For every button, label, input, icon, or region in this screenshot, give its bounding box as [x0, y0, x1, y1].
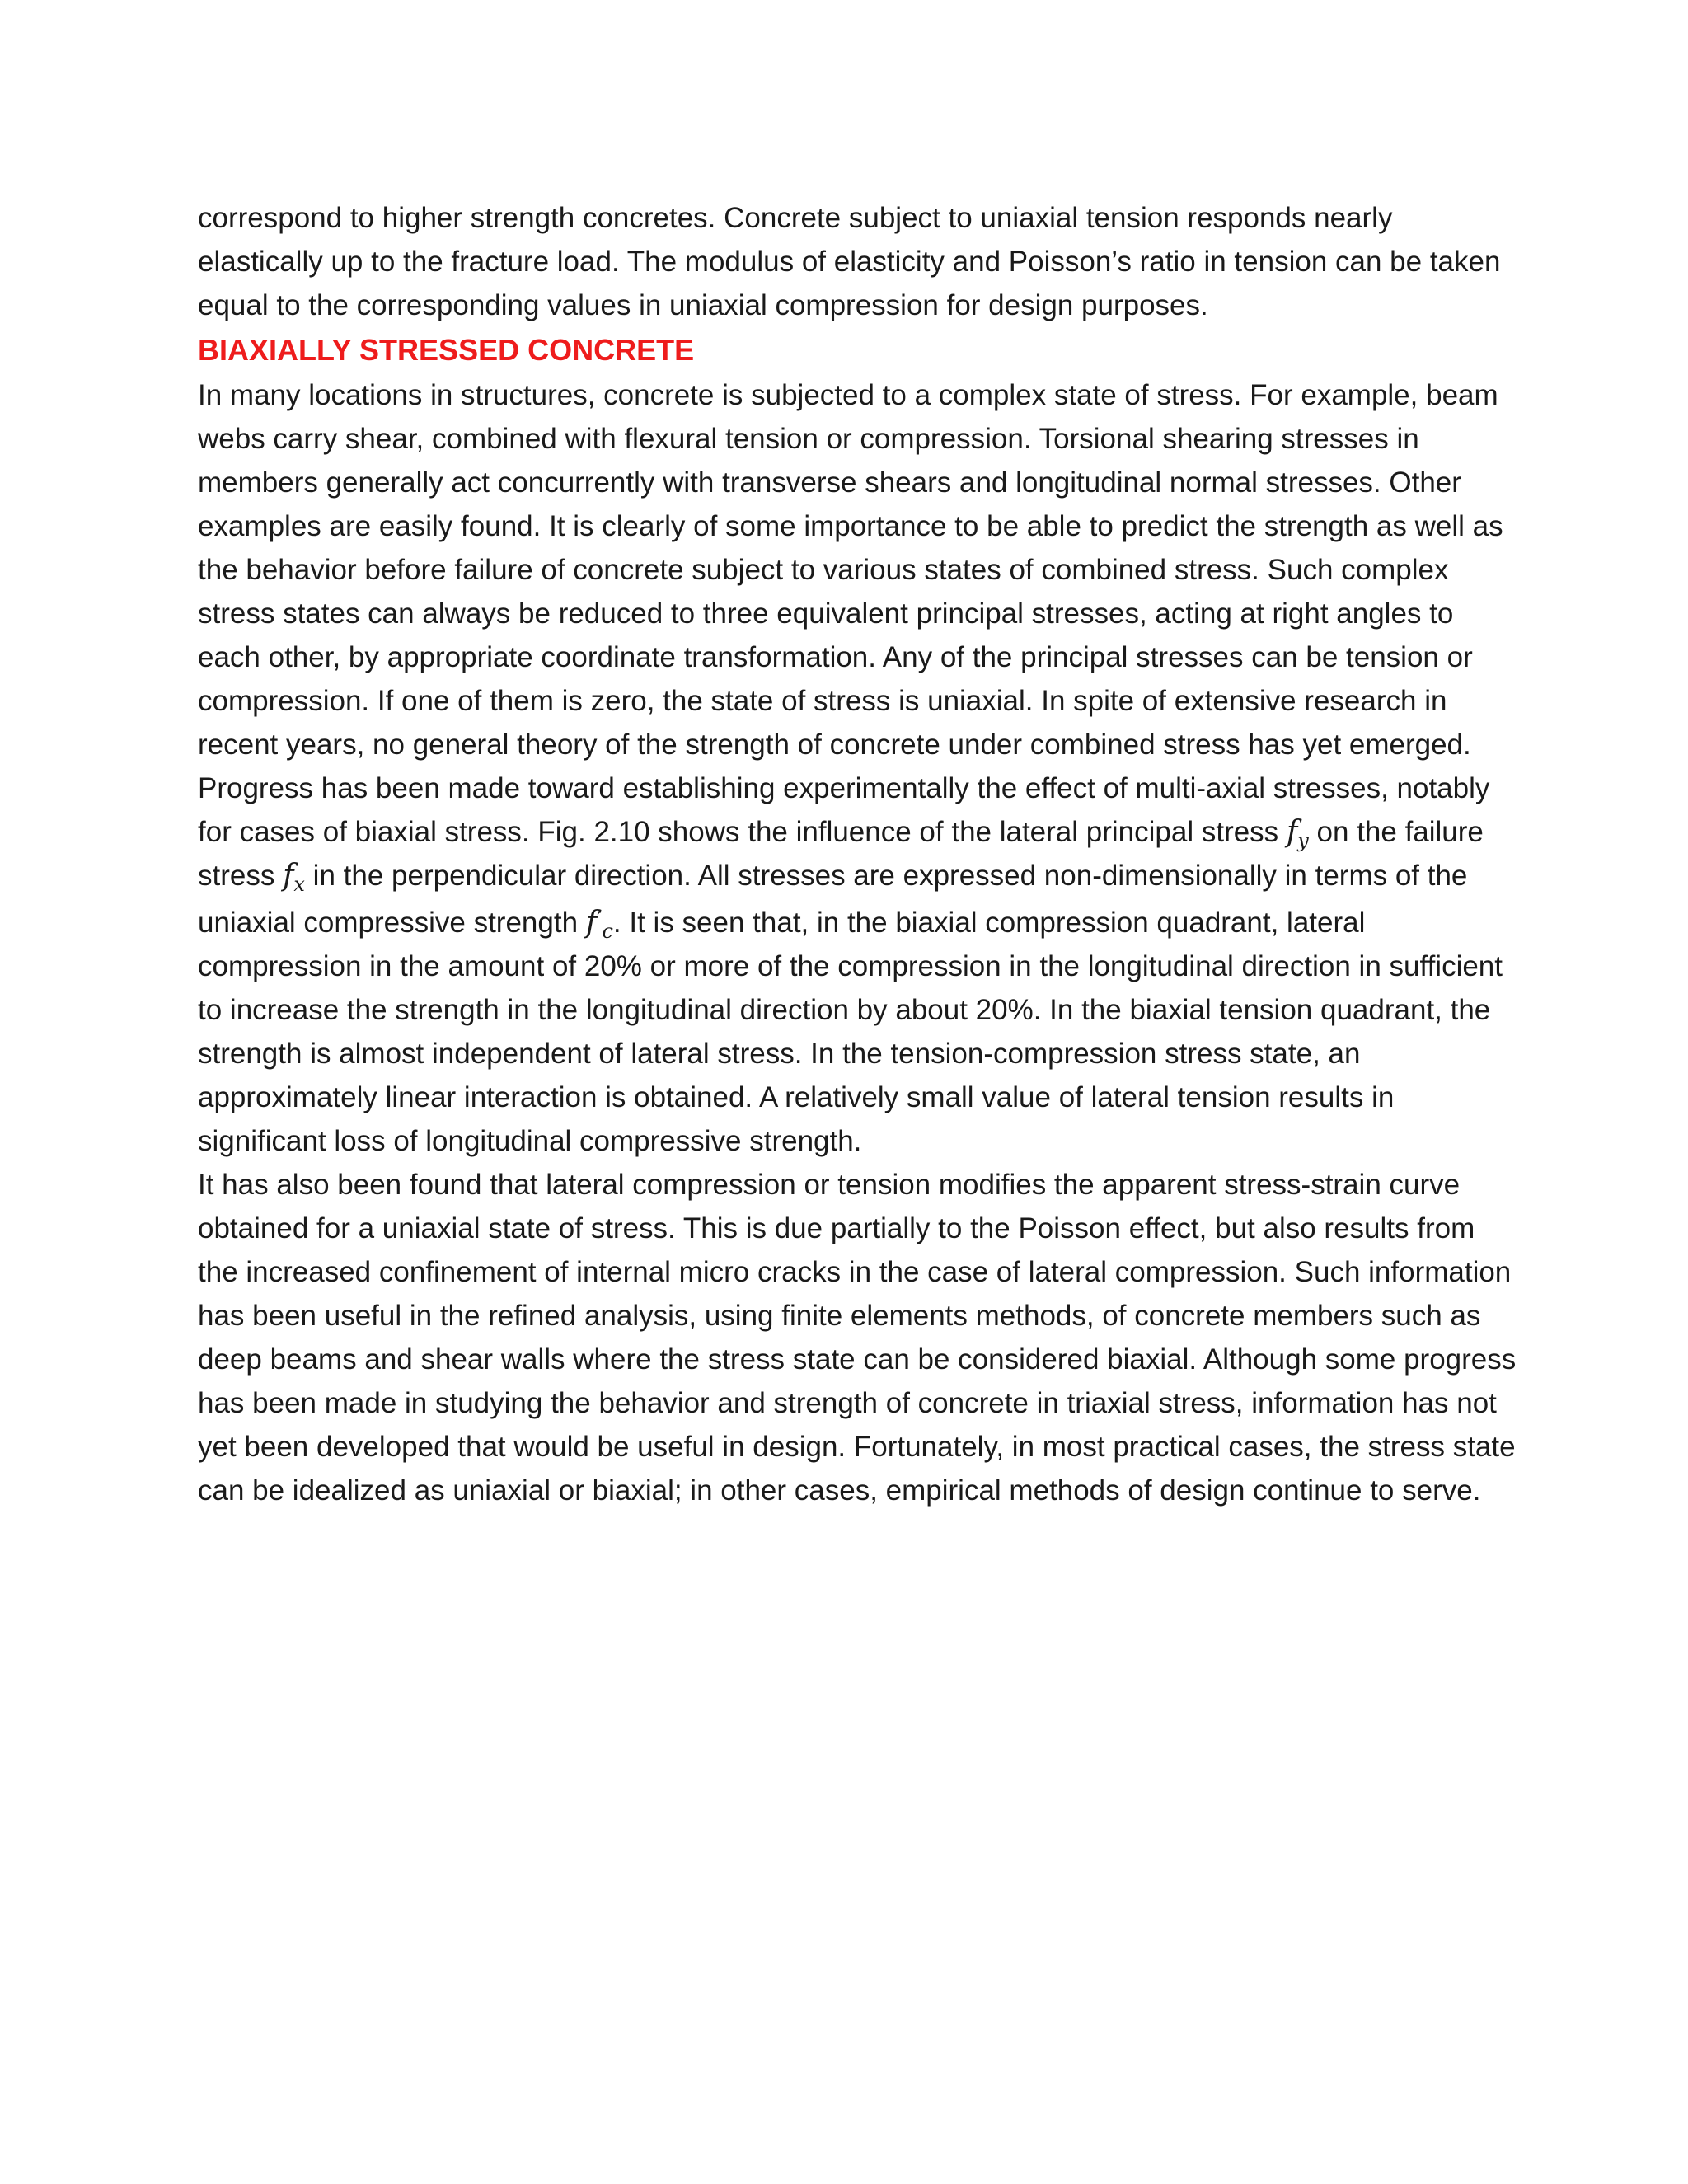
paragraph-biaxial — [198, 373, 1517, 1163]
math-fy-base: f — [1286, 815, 1298, 849]
math-fy-subscript: y — [1297, 829, 1309, 852]
document-page — [198, 196, 1517, 1512]
paragraph-intro: correspond to higher strength concretes. Concrete subject to uniaxial tension responds nearly elastically up to the fracture load. The modulus of elasticity and Poisson’s ratio in tension can be taken equal to the corresponding values in uniaxial compression for design purposes. — [198, 202, 1501, 321]
math-fc-base: f — [585, 906, 598, 940]
paragraph-biaxial-text-1: In many locations in structures, concrete is subjected to a complex state of stress. For example, beam webs carry shear, combined with flexural tension or compression. Torsional shearing stresses in members generally act concurrently with transverse shears and longitudinal normal stresses. Other examples are easily found. It is clearly of some importance to be able to predict the strength as well as the behavior before failure of concrete subject to various states of combined stress. Such complex stress states can always be reduced to three equivalent principal stresses, acting at right angles to each other, by appropriate coordinate transformation. Any of the principal stresses can be tension or compression. If one of them is zero, the state of stress is uniaxial. In spite of extensive research in recent years, no general theory of the strength of concrete under combined stress has yet emerged. Progress has been made toward establishing experimentally the effect of multi-axial stresses, notably for cases of biaxial stress. Fig. 2.10 shows the influence of the lateral principal stress — [198, 379, 1503, 848]
paragraph-biaxial-text-2: on the failure stress — [198, 816, 1484, 892]
math-fc — [585, 906, 613, 943]
paragraph-stress-strain: It has also been found that lateral compression or tension modifies the apparent stress-strain curve obtained for a uniaxial state of stress. This is due partially to the Poisson effect, but also results from the increased confinement of internal micro cracks in the case of lateral compression. Such information has been useful in the refined analysis, using finite elements methods, of concrete members such as deep beams and shear walls where the stress state can be considered biaxial. Although some progress has been made in studying the behavior and strength of concrete in triaxial stress, information has not yet been developed that would be useful in design. Fortunately, in most practical cases, the stress state can be idealized as uniaxial or biaxial; in other cases, empirical methods of design continue to serve. — [198, 1169, 1517, 1507]
section-heading: BIAXIALLY STRESSED CONCRETE — [198, 333, 695, 367]
math-fy — [1286, 815, 1309, 852]
paragraph-biaxial-text-3: in the perpendicular direction. All stresses are expressed non-dimensionally in terms of the uniaxial compressive strength — [198, 860, 1468, 939]
paragraph-biaxial-text-4: . It is seen that, in the biaxial compression quadrant, lateral compression in the amount of 20% or more of the compression in the longitudinal direction in sufficient to increase the strength in the longitudinal direction by about 20%. In the biaxial tension quadrant, the strength is almost independent of lateral stress. In the tension-compression stress state, an approximately linear interaction is obtained. A relatively small value of lateral tension results in significant loss of longitudinal compressive strength. — [198, 907, 1503, 1157]
math-fx-base: f — [283, 859, 294, 893]
math-fx-subscript: x — [293, 873, 305, 896]
math-fc-prime: ′ — [597, 906, 603, 933]
math-fx — [283, 859, 305, 896]
math-fc-subscript: c — [602, 920, 613, 943]
